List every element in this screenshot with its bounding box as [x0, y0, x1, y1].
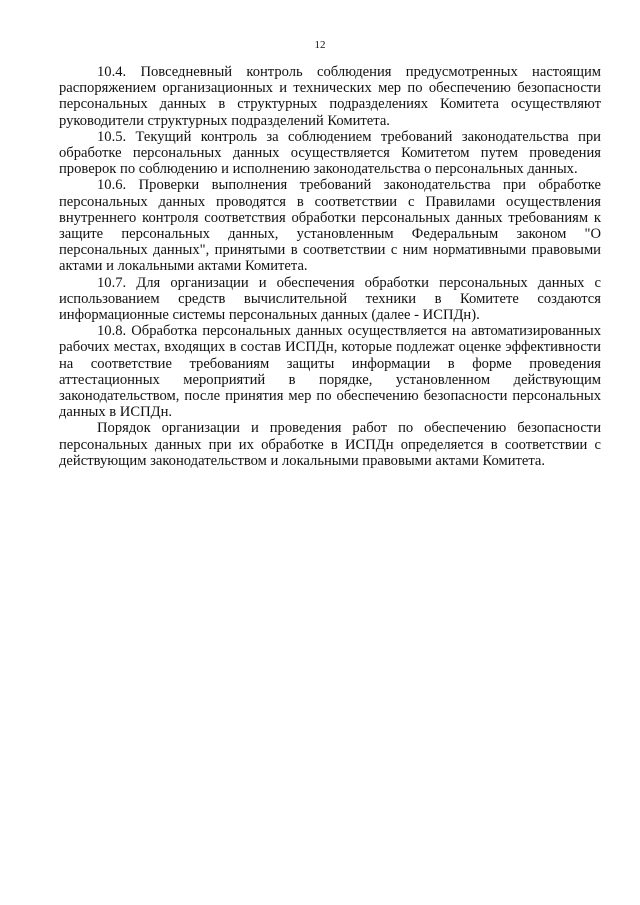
paragraph-10-6: 10.6. Проверки выполнения требований законодательства при обработке персональных данных проводятся в соответствии с Правилами осуществления внутреннего контроля соответствия обработки персональных данных требованиям к защите персональных данных, установленным Федеральным законом "О персональных данных", принятыми в соответствии с ним нормативными правовыми актами и локальными актами Комитета. — [59, 177, 601, 275]
page-number: 12 — [314, 39, 326, 51]
paragraph-10-7: 10.7. Для организации и обеспечения обработки персональных данных с использованием средств вычислительной техники в Комитете создаются информационные системы персональных данных (далее - ИСПДн). — [59, 274, 601, 324]
paragraph-10-8: 10.8. Обработка персональных данных осуществляется на автоматизированных рабочих местах, входящих в состав ИСПДн, которые подлежат оценке эффективности на соответствие требованиям защиты информации в форме проведения аттестационных мероприятий в порядке, установленном действующим законодательством, после принятия мер по обеспечению безопасности персональных данных в ИСПДн. — [59, 323, 601, 421]
paragraph-10-4: 10.4. Повседневный контроль соблюдения предусмотренных настоящим распоряжением организационных и технических мер по обеспечению безопасности персональных данных в структурных подразделениях Комитета осуществляют руководители структурных подразделений Комитета. — [59, 64, 601, 129]
paragraph-10-5: 10.5. Текущий контроль за соблюдением требований законодательства при обработке персональных данных осуществляется Комитетом путем проведения проверок по соблюдению и исполнению законодательства о персональных данных. — [59, 128, 601, 178]
document-body — [59, 64, 601, 469]
paragraph-ispdn-procedure: Порядок организации и проведения работ по обеспечению безопасности персональных данных при их обработке в ИСПДн определяется в соответствии с действующим законодательством и локальными правовыми актами Комитета. — [59, 420, 601, 469]
